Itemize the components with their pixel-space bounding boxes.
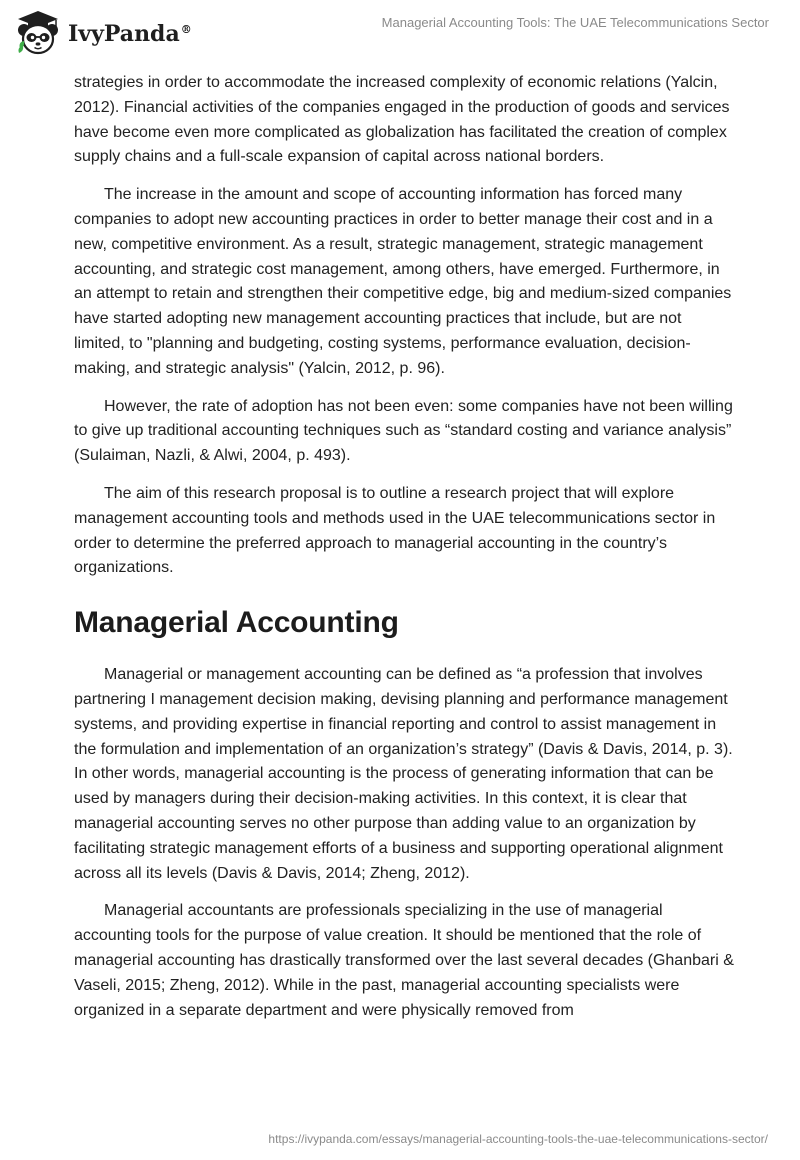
page-header <box>0 0 800 70</box>
paragraph-section-1: Managerial or management accounting can be defined as “a profession that involves partnering I management decision making, devising planning and performance management systems, and providing expertise in financial reporting and control to assist management in the formulation and implementation of an organization’s strategy” (Davis & Davis, 2014, p. 3). In other words, managerial accounting is the process of generating information that can be used by managers during their decision-making activities. In this context, it is clear that managerial accounting serves no other purpose than adding value to an organization by facilitating strategic management efforts of a business and supporting operational alignment across all its levels (Davis & Davis, 2014; Zheng, 2012). <box>74 666 733 882</box>
brand-logo[interactable] <box>14 8 192 58</box>
document-title: Managerial Accounting Tools: The UAE Telecommunications Sector <box>381 15 769 30</box>
registered-mark: ® <box>180 22 192 36</box>
paragraph-intro-3: However, the rate of adoption has not been even: some companies have not been willing to give up traditional accounting techniques such as “standard costing and variance analysis” (Sulaiman, Nazli, & Alwi, 2004, p. 493). <box>74 397 733 465</box>
paragraph-intro-4: The aim of this research proposal is to outline a research project that will explore management accounting tools and methods used in the UAE telecommunications sector in order to determine the preferred approach to managerial accounting in the country’s organizations. <box>74 484 716 577</box>
panda-graduate-icon <box>14 9 62 57</box>
paragraph-intro-1: strategies in order to accommodate the increased complexity of economic relations (Yalcin, 2012). Financial activities of the companies engaged in the production of goods and services have become even more complicated as globalization has facilitated the creation of complex supply chains and a full-scale expansion of capital across national borders. <box>74 74 730 166</box>
source-url[interactable]: https://ivypanda.com/essays/managerial-accounting-tools-the-uae-telecommunications-sector/ <box>268 1132 768 1146</box>
essay-body <box>74 71 734 1036</box>
brand-name: IvyPanda® <box>68 21 192 47</box>
section-heading: Managerial Accounting <box>74 606 399 640</box>
paragraph-intro-2: The increase in the amount and scope of accounting information has forced many companies to adopt new accounting practices in order to better manage their cost and in a new, competitive environment. As a result, strategic management, strategic management accounting, and strategic cost management, among others, have emerged. Furthermore, in an attempt to retain and strengthen their competitive edge, big and medium-sized companies have started adopting new management accounting practices that include, but are not limited, to "planning and budgeting, costing systems, performance evaluation, decision-making, and strategic analysis" (Yalcin, 2012, p. 96). <box>74 186 732 377</box>
paragraph-section-2: Managerial accountants are professionals specializing in the use of managerial accounting tools for the purpose of value creation. It should be mentioned that the role of managerial accounting has drastically transformed over the last several decades (Ghanbari & Vaseli, 2015; Zheng, 2012). While in the past, managerial accounting specialists were organized in a separate department and were physically removed from <box>74 902 734 1019</box>
